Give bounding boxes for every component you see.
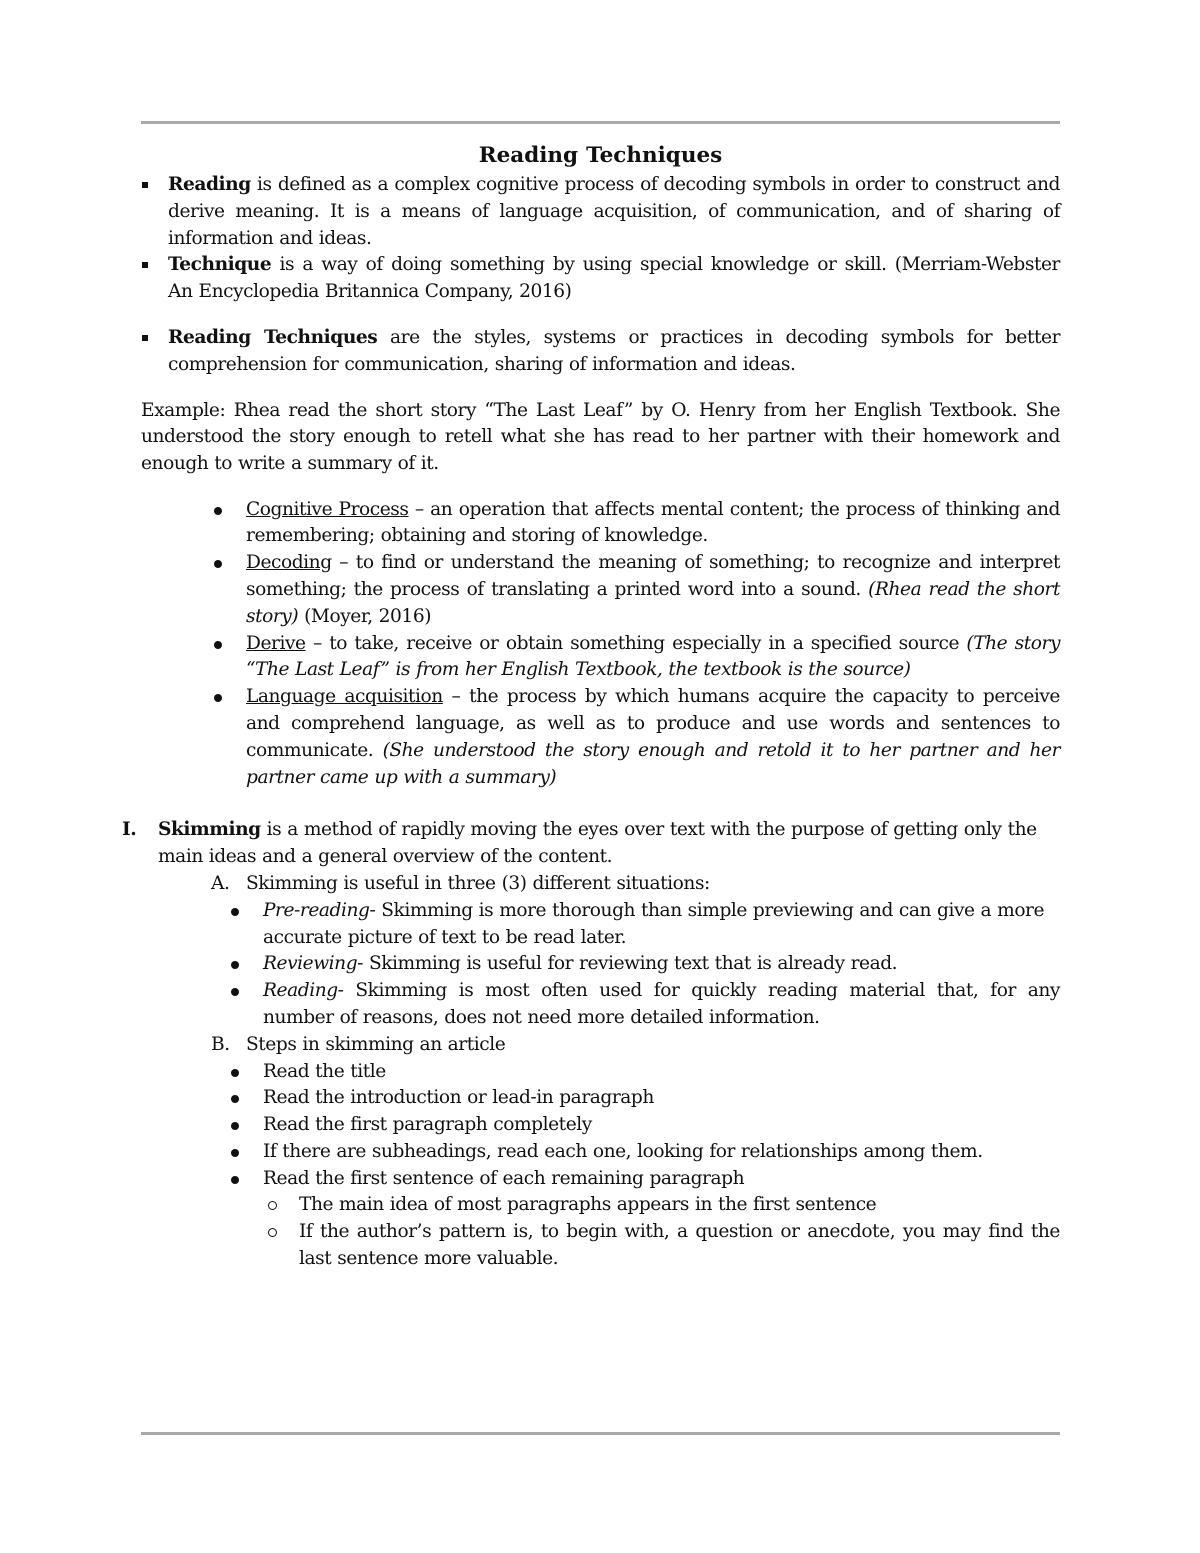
list-item: [263, 1085, 1060, 1112]
item-text: If the author’s pattern is, to begin with, a question or anecdote, you may find the last sentence more valuable.: [299, 1221, 1060, 1270]
list-item: [263, 1059, 1060, 1086]
glossary-text: – to find or understand the meaning of something; to recognize and interpret something; the process of translating a printed word into a sound.: [246, 552, 1060, 600]
glossary-item: [246, 631, 1060, 685]
list-item: [263, 898, 1060, 952]
item-text: - Skimming is useful for reviewing text that is already read.: [357, 953, 898, 975]
subsection-heading: Skimming is useful in three (3) different situations:: [246, 872, 710, 894]
bullet-icon: [231, 1149, 239, 1157]
definition-reading-techniques: [141, 325, 1060, 379]
glossary-note: (Rhea read the short story): [246, 578, 1060, 627]
glossary-term: Cognitive Process: [246, 498, 409, 520]
section-skimming: [122, 817, 1060, 1273]
bullet-icon: [231, 961, 239, 969]
definition-reading: [141, 172, 1060, 252]
item-label: Pre-reading: [263, 899, 370, 921]
glossary-text: – to take, receive or obtain something especially in a specified source: [305, 632, 967, 654]
item-text: Read the introduction or lead-in paragraph: [263, 1087, 654, 1109]
item-text: Read the first paragraph completely: [263, 1114, 592, 1136]
item-text: - Skimming is most often used for quickly reading material that, for any number of reasons, does not need more detailed information.: [263, 980, 1060, 1028]
item-label: Reading: [263, 980, 338, 1002]
definition-text: is defined as a complex cognitive process of decoding symbols in order to construct and derive meaning. It is a means of language acquisition, of communication, and of sharing of information and ideas.: [168, 174, 1060, 249]
hollow-bullet-icon: [268, 1228, 277, 1237]
glossary-term: Decoding: [246, 552, 332, 574]
steps-list: [263, 1059, 1060, 1193]
sub-list-item: [299, 1219, 1060, 1273]
bullet-icon: [214, 507, 222, 515]
glossary-note: (The story “The Last Leaf” is from her English Textbook, the textbook is the source): [246, 632, 1060, 681]
section-numeral: I.: [122, 819, 137, 841]
document-body: [122, 140, 1061, 1273]
definition-term: Reading Techniques: [168, 326, 378, 348]
item-text: The main idea of most paragraphs appears in the first sentence: [299, 1194, 877, 1216]
square-bullet-icon: [142, 335, 148, 341]
subsection-letter: A.: [211, 872, 230, 894]
bullet-icon: [231, 1095, 239, 1103]
glossary-term: Derive: [246, 632, 306, 654]
bullet-icon: [231, 1069, 239, 1077]
section-text: is a method of rapidly moving the eyes over text with the purpose of getting only the main ideas and a general overview of the content.: [158, 819, 1037, 868]
subsection-letter: B.: [211, 1033, 230, 1055]
bullet-icon: [214, 694, 222, 702]
glossary-term: Language acquisition: [246, 686, 443, 708]
definition-technique: [141, 252, 1060, 306]
item-text: If there are subheadings, read each one, looking for relationships among them.: [263, 1140, 983, 1162]
page-title: Reading Techniques: [478, 143, 723, 168]
bullet-icon: [231, 1176, 239, 1184]
definition-term: Reading: [168, 174, 251, 195]
definition-term: Technique: [168, 254, 272, 276]
square-bullet-icon: [142, 262, 148, 268]
list-item: [263, 1112, 1060, 1139]
hollow-bullet-icon: [268, 1201, 277, 1210]
bullet-icon: [214, 641, 222, 649]
sub-steps-list: [299, 1192, 1060, 1272]
list-item: [263, 1166, 1060, 1193]
sub-list-item: [299, 1192, 1060, 1219]
glossary-item: [246, 497, 1060, 551]
item-label: Reviewing: [263, 953, 358, 975]
example-paragraph: Example: Rhea read the short story “The Last Leaf” by O. Henry from her English Textbook. She understood the story enough to retell what she has read to her partner with their homework and enough to write a summary of it.: [141, 399, 1060, 475]
glossary-text: – an operation that affects mental content; the process of thinking and remembering; obtaining and storing of knowledge.: [246, 498, 1061, 547]
glossary-note: (She understood the story enough and retold it to her partner and her partner came up with a summary): [246, 739, 1061, 788]
subsection-heading: Steps in skimming an article: [246, 1033, 506, 1055]
glossary-citation: (Moyer, 2016): [298, 605, 432, 627]
bullet-icon: [231, 908, 239, 916]
glossary-text: – the process by which humans acquire the capacity to perceive and comprehend language, as well as to produce and use words and sentences to communicate.: [246, 686, 1060, 761]
situations-list: [263, 898, 1060, 1032]
definition-text: are the styles, systems or practices in decoding symbols for better comprehension for communication, sharing of information and ideas.: [168, 326, 1061, 375]
list-item: [263, 951, 1060, 978]
glossary-list: [246, 497, 1060, 792]
bullet-icon: [214, 560, 222, 568]
bullet-icon: [231, 988, 239, 996]
footer-rule: [141, 1432, 1060, 1435]
definition-text: is a way of doing something by using special knowledge or skill. (Merriam-Webster An Encyclopedia Britannica Company, 2016): [168, 254, 1060, 303]
section-intro: [158, 817, 1060, 871]
item-text: - Skimming is more thorough than simple previewing and can give a more accurate picture of text to be read later.: [263, 899, 1045, 948]
list-item: [263, 1139, 1060, 1166]
square-bullet-icon: [142, 182, 148, 188]
section-term: Skimming: [158, 819, 261, 841]
list-item: [263, 978, 1060, 1032]
item-text: Read the first sentence of each remaining paragraph: [263, 1167, 745, 1189]
header-rule: [141, 121, 1060, 124]
glossary-item: [246, 550, 1060, 630]
item-text: Read the title: [263, 1060, 386, 1082]
glossary-item: [246, 684, 1060, 791]
subsection-b: [211, 1032, 1060, 1059]
subsection-a: [211, 871, 1060, 898]
bullet-icon: [231, 1122, 239, 1130]
